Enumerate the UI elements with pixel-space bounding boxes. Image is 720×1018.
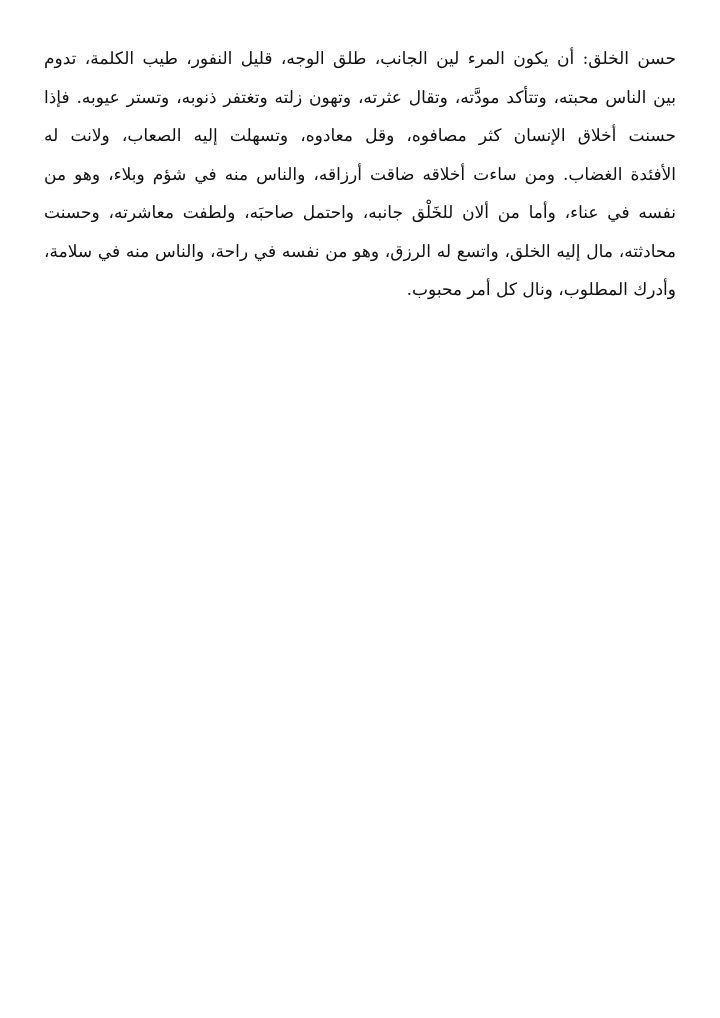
body-paragraph [44,40,676,310]
paragraph-line: الأفئدة الغضاب. ومن ساءت أخلاقه ضاقت أرزاقه، والناس منه في شؤم وبلاء، وهو من [44,164,676,185]
paragraph-line: بين الناس محبته، وتتأكد مودَّته، وتقال عثرته، وتهون زلته وتغتفر ذنوبه، وتستر عيوبه. فإذا [44,87,676,108]
paragraph-line: حسنت أخلاق الإنسان كثر مصافوه، وقل معادوه، وتسهلت إليه الصعاب، ولانت له [44,126,676,146]
paragraph-line: محادثته، مال إليه الخلق، واتسع له الرزق، وهو من نفسه في راحة، والناس منه في سلامة، [44,241,676,262]
paragraph-line: وأدرك المطلوب، ونال كل أمر محبوب. [406,280,676,300]
paragraph-line: حسن الخلق: أن يكون المرء لين الجانب، طلق الوجه، قليل النفور، طيب الكلمة، تدوم [44,49,676,69]
paragraph-line: نفسه في عناء، وأما من ألان للخَلْق جانبه، واحتمل صاحبَه، ولطفت معاشرته، وحسنت [44,203,676,223]
